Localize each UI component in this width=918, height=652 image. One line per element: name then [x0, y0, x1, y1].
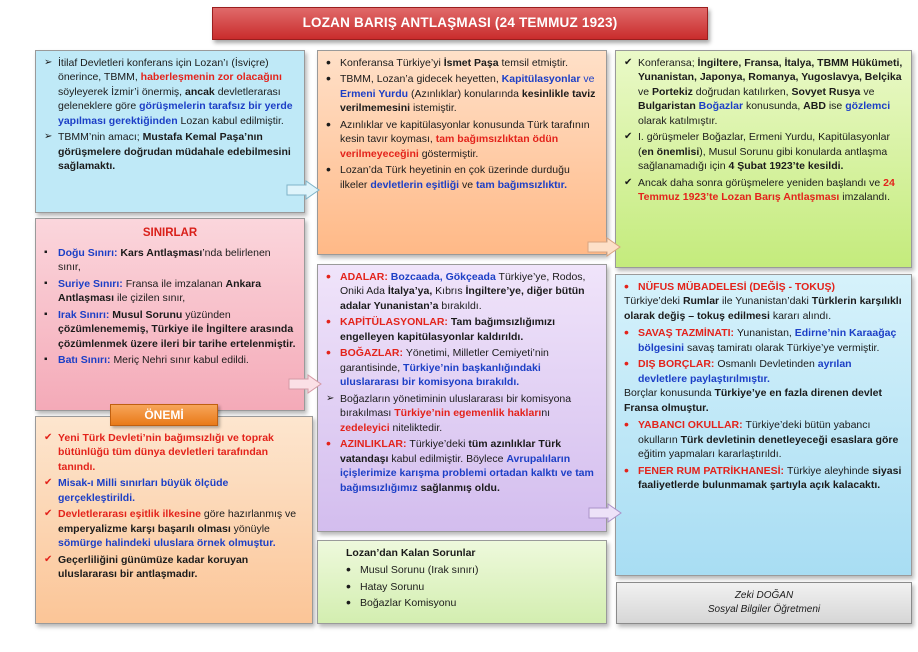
list-item: [624, 130, 903, 173]
text: Boğazların yönetiminin uluslararası bir komisyona bırakılması: [340, 392, 572, 420]
dot-icon: •: [326, 161, 331, 178]
text: göstermiştir.: [418, 147, 479, 160]
text: görüşmelerin tarafsız bir yerde yapılması gerektiğinden: [58, 100, 293, 127]
list-item: [326, 346, 598, 389]
text: niteliktedir.: [389, 421, 443, 434]
text: Türkiye’deki: [409, 438, 469, 451]
text: İtalya’ya,: [387, 285, 433, 298]
text: diğer bütün adalar Yunanistan’a: [340, 285, 585, 312]
paragraph: [624, 294, 903, 323]
text: ve: [459, 178, 476, 191]
author-signature: [616, 582, 912, 624]
text: Misak-ı Milli sınırları büyük ölçüde gerçekleştirildi.: [58, 477, 229, 504]
square-bullet-icon: ▪: [44, 308, 48, 320]
list-item: [44, 246, 296, 275]
text: Suriye Sınırı:: [58, 277, 126, 290]
text: savaş tamiratı olarak Türkiye’ye vermiştir.: [684, 341, 880, 354]
dot-icon: •: [346, 561, 351, 578]
list-item: [326, 270, 598, 313]
text: Konferansa;: [638, 57, 698, 69]
text: Yönetimi, Milletler Cemiyeti’nin garantisinde,: [340, 347, 549, 374]
text: kabul edilmiştir. Böylece: [388, 452, 507, 465]
check-icon: ✔: [44, 508, 53, 520]
text: Musul Sorunu: [112, 308, 183, 321]
text: Türkiye’ye en fazla direnen devlet Fransa olmuştur.: [624, 387, 882, 414]
dot-icon: •: [624, 278, 629, 294]
list-item: [44, 353, 296, 367]
text: Ermeni Yurdu: [340, 87, 409, 100]
list-item: [624, 280, 903, 294]
text: sömürge halindeki uluslara örnek olmuştur.: [58, 537, 276, 550]
text: yüzünden: [182, 308, 231, 321]
text: Ankara Antlaşması: [58, 277, 262, 305]
text: TBMM’nin amacı;: [58, 131, 143, 144]
text: söyleyerek İzmir’i önermiş,: [58, 85, 185, 98]
text: İtilaf Devletleri konferans için Lozan’ı (İsviçre) önerince, TBMM,: [58, 57, 269, 84]
text: devletlerarası geleneklere göre: [58, 85, 281, 113]
text: tam bağımsızlıktan ödün verilmeyeceğini: [340, 133, 559, 160]
text: Batı Sınırı:: [58, 354, 114, 367]
text: Türklerin karşılıklı olarak değiş – tokuş edilmesi: [624, 295, 902, 322]
text: eğitim yapmaları kararlaştırıldı.: [638, 448, 782, 461]
list-item: [326, 437, 598, 495]
text: Ancak daha sonra görüşmelere yeniden başlandı ve: [638, 176, 884, 189]
text: ), Musul Sorunu gibi konularda antlaşma sağlanamadığı için: [638, 145, 888, 173]
text: DIŞ BORÇLAR:: [638, 358, 718, 371]
list-item: [44, 308, 296, 351]
text: İngiltere’ye,: [465, 285, 527, 298]
text: istemiştir.: [410, 102, 457, 115]
text: ADALAR:: [340, 271, 391, 283]
text: Devletlerarası eşitlik ilkesine: [58, 508, 202, 521]
text: İsmet Paşa: [443, 57, 499, 69]
text: en önemlisi: [641, 145, 700, 158]
dot-icon: •: [326, 268, 331, 284]
list-item: [624, 176, 903, 205]
importance-heading: ÖNEMİ: [110, 404, 218, 426]
dot-icon: •: [624, 355, 629, 372]
text: Mustafa Kemal Paşa’nın görüşmelere doğrudan müdahale edebilmesini sağlamaktı.: [58, 131, 291, 173]
square-bullet-icon: ▪: [44, 246, 48, 258]
text: tüm azınlıklar Türk vatandaşı: [340, 438, 562, 465]
text: Sovyet Rusya: [791, 85, 861, 98]
page-title: LOZAN BARIŞ ANTLAŞMASI (24 TEMMUZ 1923): [212, 7, 708, 40]
square-bullet-icon: ▪: [44, 354, 48, 366]
text: Rumlar: [682, 295, 720, 308]
text: Lozan kabul edilmiştir.: [177, 114, 284, 127]
dot-icon: •: [326, 70, 331, 87]
dot-icon: •: [346, 594, 351, 611]
text: İngiltere, Fransa, İtalya, TBMM Hükümeti, Yunanistan, Japonya, Romanya, Yugoslavya, Belçika: [638, 57, 903, 84]
text: Türkiye’deki: [624, 295, 683, 308]
text: Kapitülasyonlar: [501, 73, 581, 86]
text: kesinlikle taviz verilmemesini: [340, 87, 596, 115]
text: ile çizilen sınır,: [114, 292, 186, 305]
list-item: [624, 461, 903, 493]
dot-icon: •: [326, 313, 331, 330]
list-item: [326, 72, 598, 115]
text: (Azınlıklar) konularında: [408, 87, 522, 100]
check-icon: ✔: [624, 131, 633, 143]
islands-capitulations-box: [317, 264, 607, 532]
arrow-bullet-icon: ➢: [326, 392, 335, 404]
list-item: [326, 115, 598, 161]
text: NÜFUS MÜBADELESİ (DEĞİŞ - TOKUŞ): [638, 281, 835, 293]
text: Avrupalıların içişlerimize karışma problemi ortadan kalktı ve tam bağımsızlığımız: [340, 452, 594, 494]
text: nı: [541, 407, 551, 420]
text: bırakıldı.: [438, 299, 482, 312]
text: ve: [860, 85, 875, 98]
text: ’nda belirlenen sınır,: [58, 246, 271, 274]
text: Türk devletinin denetleyeceği esaslara göre: [680, 433, 899, 446]
text: FENER RUM PATRİKHANESİ:: [638, 464, 787, 477]
text: ise: [825, 100, 846, 113]
text: SAVAŞ TAZMİNATI:: [638, 327, 737, 340]
text: Kars Antlaşması: [120, 246, 203, 259]
text: tam bağımsızlıktır.: [475, 178, 568, 191]
check-icon: ✔: [44, 553, 53, 565]
check-icon: ✔: [624, 57, 633, 68]
text: Hatay Sorunu: [360, 580, 425, 593]
list-item: [624, 418, 903, 461]
block-arrow-icon: [288, 374, 322, 394]
block-arrow-icon: [588, 503, 622, 523]
check-icon: ✔: [44, 477, 53, 489]
dot-icon: •: [624, 461, 629, 478]
text: göre hazırlanmış ve: [201, 508, 297, 521]
text: Türkiye’deki bütün yabancı okulların: [638, 419, 871, 446]
paragraph: [624, 386, 903, 415]
arrow-bullet-icon: ➢: [44, 57, 53, 68]
text: YABANCI OKULLAR:: [638, 419, 746, 432]
list-item: [44, 476, 304, 505]
text: Tam bağımsızlığımızı engelleyen kapitülasyonlar kaldırıldı.: [340, 316, 556, 343]
text: Yeni Türk Devleti’nin bağımsızlığı ve toprak bütünlüğü tüm dünya devletleri tarafından tanındı.: [58, 432, 274, 473]
list-item: [44, 56, 296, 128]
text: Geçerliliğini günümüze kadar koruyan uluslararası bir antlaşmadır.: [58, 553, 249, 581]
list-item: [346, 563, 598, 577]
text: Doğu Sınırı:: [58, 246, 121, 259]
remaining-issues-box: [317, 540, 607, 624]
list-item: [326, 315, 598, 344]
text: AZINLIKLAR:: [340, 438, 410, 451]
dot-icon: •: [624, 324, 629, 341]
text: Osmanlı Devletinden: [717, 358, 818, 371]
importance-box: [35, 416, 313, 624]
list-item: [624, 56, 903, 128]
text: siyasi faaliyetlerde bulunmamak şartıyla açık kalacaktı.: [638, 464, 902, 492]
text: Yunanistan,: [736, 327, 795, 340]
text: Musul Sorunu (Irak sınırı): [360, 564, 479, 577]
text: ile Yunanistan’daki: [719, 295, 812, 308]
text: doğrudan katılırken,: [692, 85, 792, 98]
text: TBMM, Lozan’a gidecek heyetten,: [340, 73, 502, 86]
text: Bulgaristan: [638, 100, 696, 113]
text: ancak: [185, 85, 215, 98]
text: Boğazlar Komisyonu: [360, 597, 457, 610]
text: Konferansa Türkiye’yi: [340, 57, 444, 69]
delegation-box: [317, 50, 607, 255]
block-arrow-icon: [286, 180, 320, 200]
text: Lozan’da Türk heyetinin en çok üzerinde durduğu ilkeler: [340, 164, 570, 191]
text: kararı alındı.: [769, 309, 832, 322]
text: devletlerin eşitliği: [370, 178, 460, 191]
text: ve: [580, 73, 595, 86]
text: Fransa ile imzalanan: [125, 277, 226, 290]
remaining-issues-heading: Lozan’dan Kalan Sorunlar: [346, 547, 476, 559]
text: sağlanmış oldu.: [417, 481, 500, 494]
text: Türkiye’nin başkanlığındaki uluslararası bir komisyona bırakıldı.: [340, 361, 541, 389]
conference-location-box: [35, 50, 305, 213]
text: olarak katılmıştır.: [638, 114, 718, 127]
text: BOĞAZLAR:: [340, 347, 406, 360]
text: 24 Temmuz 1923’te Lozan Barış Antlaşması: [638, 176, 895, 204]
text: zedeleyici: [340, 421, 390, 434]
author-role: Sosyal Bilgiler Öğretmeni: [707, 604, 821, 615]
text: ABD: [803, 100, 826, 113]
text: konusunda,: [743, 100, 804, 113]
text: imzalandı.: [839, 191, 891, 204]
dot-icon: •: [326, 435, 331, 452]
text: ayrılan devletlere paylaştırılmıştır.: [638, 358, 852, 385]
list-item: [326, 56, 598, 70]
list-item: [44, 130, 296, 173]
list-item: [346, 596, 598, 610]
list-item: [44, 553, 304, 582]
text: Türkiye’nin egemenlik hakları: [394, 407, 542, 420]
block-arrow-icon: [587, 237, 621, 257]
text: Bozcaada, Gökçeada: [390, 271, 496, 283]
text: I. görüşmeler Boğazlar, Ermeni Yurdu, Kapitülasyonlar (: [638, 131, 890, 158]
text: emperyalizme karşı başarılı olması: [58, 522, 231, 535]
text: ve: [638, 85, 653, 98]
list-item: [44, 507, 304, 550]
text: Borçlar konusunda: [624, 387, 715, 400]
check-icon: ✔: [44, 432, 53, 443]
text: KAPİTÜLASYONLAR:: [340, 316, 451, 329]
borders-box: [35, 218, 305, 411]
list-item: [326, 163, 598, 192]
text: Portekiz: [652, 85, 693, 98]
text: Edirne’nin Karaağaç bölgesini: [638, 327, 897, 354]
text: Türkiye’ye, Rodos, Oniki Ada: [340, 271, 586, 298]
participants-box: [615, 50, 912, 268]
dot-icon: •: [326, 344, 331, 361]
population-exchange-box: [615, 274, 912, 576]
list-item: [326, 392, 598, 435]
text: temsil etmiştir.: [498, 57, 568, 69]
text: Meriç Nehri sınır kabul edildi.: [113, 354, 249, 367]
author-name: Zeki DOĞAN: [734, 590, 794, 602]
dot-icon: •: [346, 577, 351, 594]
dot-icon: •: [326, 115, 331, 132]
text: Irak Sınırı:: [58, 308, 113, 321]
square-bullet-icon: ▪: [44, 277, 48, 289]
text: Türkiye aleyhinde: [786, 464, 873, 477]
arrow-bullet-icon: ➢: [44, 131, 53, 143]
text: yönüyle: [230, 522, 270, 535]
text: gözlemci: [845, 100, 891, 113]
dot-icon: •: [624, 416, 629, 433]
text: çözümlenememiş, Türkiye ile İngiltere arasında çözümlenmek üzere ileri bir tarihe ertelenmiştir.: [58, 323, 296, 350]
text: 4 Şubat 1923’te kesildi.: [728, 160, 844, 173]
check-icon: ✔: [624, 176, 633, 188]
list-item: [44, 431, 304, 474]
list-item: [624, 326, 903, 355]
text: Kıbrıs: [432, 285, 466, 298]
list-item: [346, 577, 598, 594]
text: haberleşmenin zor olacağını: [140, 71, 282, 84]
list-item: [44, 277, 296, 306]
dot-icon: •: [326, 54, 331, 70]
borders-heading: SINIRLAR: [142, 227, 198, 239]
list-item: [624, 357, 903, 386]
text: Azınlıklar ve kapitülasyonlar konusunda Türk tarafının kesin tavır koyması,: [340, 118, 590, 146]
text: Boğazlar: [695, 100, 744, 113]
